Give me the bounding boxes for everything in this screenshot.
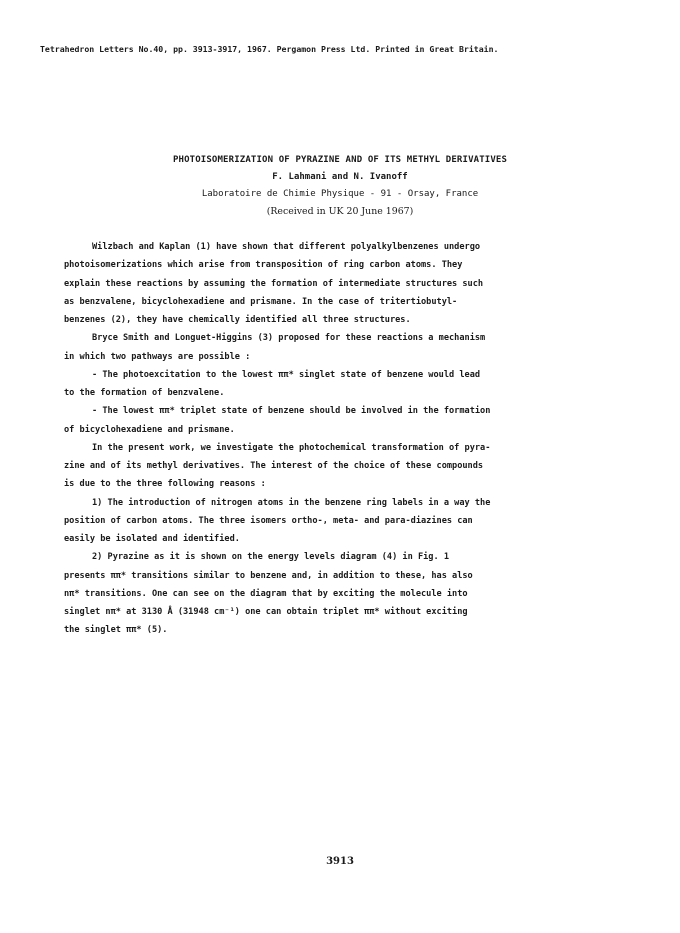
page-number: 3913 [326, 856, 354, 867]
body-line: benzenes (2), they have chemically identified all three structures. [64, 315, 411, 325]
body-line: presents ππ* transitions similar to benzene and, in addition to these, has also [64, 570, 473, 581]
body-line: singlet nπ* at 3130 Å (31948 cm⁻¹) one can obtain triplet ππ* without exciting [64, 607, 468, 617]
body-line: of bicyclohexadiene and prismane. [64, 424, 235, 435]
body-line: explain these reactions by assuming the formation of intermediate structures such [64, 278, 484, 289]
body-line: 2) Pyrazine as it is shown on the energy levels diagram (4) in Fig. 1 [92, 552, 449, 563]
body-line: Wilzbach and Kaplan (1) have shown that different polyalkylbenzenes undergo [92, 242, 481, 252]
body-line: nπ* transitions. One can see on the diagram that by exciting the molecule into [64, 588, 468, 599]
received-date: (Received in UK 20 June 1967) [266, 206, 414, 217]
body-line: In the present work, we investigate the photochemical transformation of pyra- [92, 442, 491, 453]
body-line: the singlet ππ* (5). [64, 625, 168, 636]
body-line: 1) The introduction of nitrogen atoms in the benzene ring labels in a way the [92, 497, 491, 508]
body-line: easily be isolated and identified. [64, 534, 240, 544]
body-line: as benzvalene, bicyclohexadiene and prismane. In the case of tritertiobutyl- [64, 296, 458, 307]
authors: F. Lahmani and N. Ivanoff [272, 172, 408, 182]
body-line: - The lowest ππ* triplet state of benzene should be involved in the formation [92, 406, 491, 417]
affiliation: Laboratoire de Chimie Physique - 91 - Orsay, France [201, 189, 479, 199]
body-text [64, 238, 624, 640]
body-line: position of carbon atoms. The three isomers ortho-, meta- and para-diazines can [64, 515, 473, 526]
body-line: to the formation of benzvalene. [64, 388, 225, 398]
article-title: PHOTOISOMERIZATION OF PYRAZINE AND OF ITS METHYL DERIVATIVES [172, 155, 508, 165]
body-line: is due to the three following reasons : [64, 479, 266, 490]
body-line: Bryce Smith and Longuet-Higgins (3) proposed for these reactions a mechanism [92, 333, 486, 344]
journal-header: Tetrahedron Letters No.40, pp. 3913-3917, 1967. Pergamon Press Ltd. Printed in Great Britain. [40, 44, 499, 54]
title-block [0, 152, 680, 220]
body-line: zine and of its methyl derivatives. The interest of the choice of these compounds [64, 461, 484, 471]
body-line: in which two pathways are possible : [64, 351, 251, 362]
body-line: - The photoexcitation to the lowest ππ* singlet state of benzene would lead [92, 369, 481, 380]
body-line: photoisomerizations which arise from transposition of ring carbon atoms. They [64, 260, 463, 271]
